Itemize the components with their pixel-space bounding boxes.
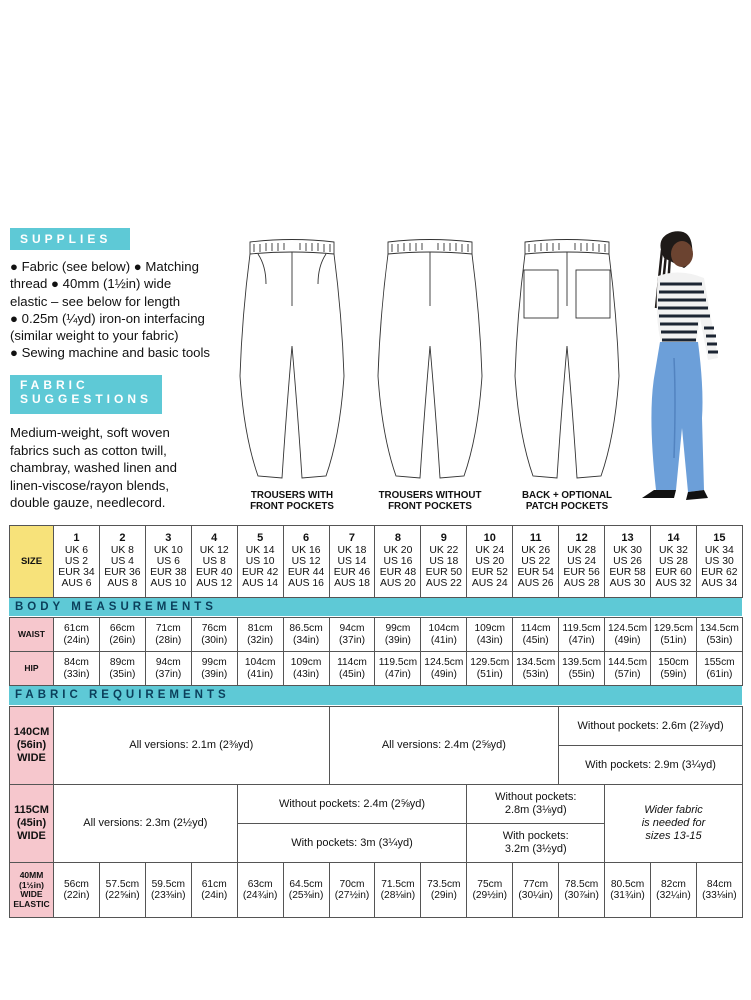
hip-in: (37in) xyxy=(155,668,182,680)
size-us: US 20 xyxy=(475,555,505,567)
size-aus: AUS 12 xyxy=(196,578,233,590)
caption-line: TROUSERS WITH xyxy=(250,490,334,501)
size-aus: AUS 34 xyxy=(701,578,738,590)
waist-cm: 86.5cm xyxy=(289,623,323,634)
w115-with-line: 3.2m (3½yd) xyxy=(504,843,567,855)
hip-cm: 139.5cm xyxy=(562,657,602,668)
w140-sizes-7-11: All versions: 2.4m (2⅝yd) xyxy=(329,707,559,785)
elastic-label xyxy=(10,863,54,918)
fabric-line: fabrics such as cotton twill, xyxy=(10,442,167,458)
size-aus: AUS 20 xyxy=(380,578,416,590)
size-number: 4 xyxy=(211,532,218,545)
size-us: US 28 xyxy=(659,555,688,567)
w115-label-line: 115CM xyxy=(14,804,49,816)
size-us: US 2 xyxy=(64,555,89,567)
elastic-cell xyxy=(283,863,329,918)
waist-in: (49in) xyxy=(614,634,641,646)
hip-cm: 99cm xyxy=(201,657,227,668)
waist-cm: 99cm xyxy=(385,623,411,634)
elastic-in: (27½in) xyxy=(334,890,370,901)
elastic-cm: 59.5cm xyxy=(151,878,186,890)
supplies-line: elastic – see below for length xyxy=(10,293,181,309)
elastic-cell xyxy=(54,863,100,918)
w140-label-line: (56in) xyxy=(16,739,47,751)
elastic-in: (31¾in) xyxy=(610,890,645,901)
size-aus: AUS 6 xyxy=(61,578,92,590)
size-aus: AUS 10 xyxy=(150,578,187,590)
size-us: US 6 xyxy=(156,555,180,567)
elastic-label-line: 40MM xyxy=(19,870,44,880)
elastic-cm: 63cm xyxy=(247,878,273,890)
hip-cell xyxy=(283,652,329,686)
elastic-cm: 57.5cm xyxy=(105,878,140,890)
elastic-cm: 73.5cm xyxy=(427,878,461,890)
size-uk: UK 30 xyxy=(613,544,642,556)
waist-cm: 109cm xyxy=(474,623,506,634)
hip-in: (55in) xyxy=(568,668,595,680)
size-eur: EUR 50 xyxy=(425,567,463,579)
hip-in: (61in) xyxy=(706,668,733,680)
size-cell xyxy=(513,526,559,598)
size-uk: UK 34 xyxy=(704,544,734,556)
hip-cm: 155cm xyxy=(704,657,735,668)
size-uk: UK 32 xyxy=(659,544,688,556)
waist-in: (28in) xyxy=(155,634,182,646)
waist-cm: 104cm xyxy=(428,623,460,634)
waist-cm: 81cm xyxy=(247,623,273,634)
size-eur: EUR 46 xyxy=(333,567,371,579)
elastic-cell xyxy=(99,863,145,918)
trousers-no-pockets-drawing xyxy=(374,236,486,486)
fabric-line: chambray, washed linen and xyxy=(10,460,177,476)
elastic-label-line: (1½in) xyxy=(18,879,45,890)
caption-line: TROUSERS WITHOUT xyxy=(378,490,482,501)
size-uk: UK 10 xyxy=(153,544,183,556)
size-cell xyxy=(237,526,283,598)
size-us: US 24 xyxy=(567,555,597,567)
waist-cell xyxy=(283,618,329,652)
fabric-line: double gauze, needlecord. xyxy=(10,495,166,511)
elastic-cm: 75cm xyxy=(477,878,503,890)
size-eur: EUR 62 xyxy=(701,567,738,579)
size-aus: AUS 30 xyxy=(609,578,646,590)
hip-label: HIP xyxy=(10,652,54,686)
waist-cell xyxy=(99,618,145,652)
size-number: 3 xyxy=(165,532,172,545)
hip-cm: 119.5cm xyxy=(378,657,418,668)
waist-cell xyxy=(54,618,100,652)
supplies-line: thread ● 40mm (1½in) wide xyxy=(10,276,172,292)
fabric-suggestions-text xyxy=(10,424,230,512)
size-uk: UK 20 xyxy=(383,544,413,556)
waist-cm: 71cm xyxy=(155,623,181,634)
w115-without-line: 2.8m (3⅛yd) xyxy=(504,804,567,816)
w115-note-line: Wider fabric xyxy=(644,804,703,816)
hip-in: (39in) xyxy=(201,668,228,680)
waist-cell xyxy=(605,618,651,652)
caption-line: PATCH POCKETS xyxy=(525,501,609,512)
size-number: 12 xyxy=(575,532,588,545)
elastic-label-line: WIDE xyxy=(20,889,43,899)
size-number: 14 xyxy=(667,532,680,545)
size-us: US 8 xyxy=(202,555,226,567)
elastic-cell xyxy=(421,863,467,918)
waist-cell xyxy=(421,618,467,652)
size-uk: UK 12 xyxy=(199,544,229,556)
trousers-back-drawing xyxy=(511,236,623,486)
size-cell xyxy=(559,526,605,598)
caption-front-pockets xyxy=(236,490,348,512)
hip-cell xyxy=(421,652,467,686)
size-uk: UK 6 xyxy=(64,544,89,556)
size-us: US 12 xyxy=(291,555,321,567)
size-number: 5 xyxy=(257,532,264,545)
size-uk: UK 26 xyxy=(521,544,551,556)
hip-in: (45in) xyxy=(338,668,366,680)
size-uk: UK 16 xyxy=(291,544,321,556)
hip-cell xyxy=(696,652,742,686)
size-eur: EUR 42 xyxy=(241,567,279,579)
fabric-heading-line: SUGGESTIONS xyxy=(20,392,153,406)
w140-label-line: 140CM xyxy=(13,726,50,738)
size-cell xyxy=(54,526,100,598)
size-number: 8 xyxy=(394,532,401,545)
elastic-cm: 64.5cm xyxy=(289,878,323,890)
hip-in: (57in) xyxy=(614,668,641,680)
waist-cm: 61cm xyxy=(64,623,89,634)
w115-sizes-13-15-note xyxy=(605,785,743,863)
elastic-cell xyxy=(467,863,513,918)
size-us: US 14 xyxy=(337,555,367,567)
waist-in: (51in) xyxy=(660,634,687,646)
hip-cell xyxy=(191,652,237,686)
hip-cell xyxy=(650,652,696,686)
waist-cm: 66cm xyxy=(109,623,135,634)
waist-in: (45in) xyxy=(522,634,549,646)
hip-in: (51in) xyxy=(476,668,503,680)
size-eur: EUR 58 xyxy=(609,567,646,579)
w115-with-line: With pockets: xyxy=(502,830,569,842)
w115-note-line: is needed for xyxy=(641,817,706,829)
size-cell xyxy=(191,526,237,598)
caption-no-pockets xyxy=(364,490,496,512)
waist-cm: 119.5cm xyxy=(562,623,601,634)
size-uk: UK 24 xyxy=(475,544,505,556)
size-eur: EUR 36 xyxy=(104,567,141,579)
elastic-cm: 61cm xyxy=(201,878,227,890)
hip-cell xyxy=(467,652,513,686)
hip-cm: 124.5cm xyxy=(424,657,464,668)
waist-in: (47in) xyxy=(568,634,595,646)
waist-cell xyxy=(145,618,191,652)
hip-cm: 94cm xyxy=(155,657,181,668)
model-photo xyxy=(634,228,726,510)
w140-label-line: WIDE xyxy=(17,752,46,764)
elastic-cm: 71.5cm xyxy=(381,878,415,890)
size-aus: AUS 26 xyxy=(517,578,554,590)
supplies-line: ● Fabric (see below) ● Matching xyxy=(10,259,199,274)
elastic-in: (32¼in) xyxy=(656,890,691,901)
size-aus: AUS 22 xyxy=(425,578,462,590)
waist-in: (43in) xyxy=(476,634,503,646)
elastic-cm: 82cm xyxy=(660,878,686,890)
elastic-cell xyxy=(237,863,283,918)
supplies-line: ● 0.25m (¼yd) iron-on interfacing xyxy=(10,310,205,326)
size-uk: UK 14 xyxy=(245,544,275,556)
waist-in: (24in) xyxy=(63,634,90,646)
size-eur: EUR 54 xyxy=(517,567,554,579)
elastic-in: (22⅝in) xyxy=(105,890,140,901)
caption-line: FRONT POCKETS xyxy=(250,501,334,512)
size-aus: AUS 28 xyxy=(563,578,600,590)
size-number: 1 xyxy=(73,532,80,545)
supplies-list xyxy=(10,258,235,362)
elastic-in: (30⅞in) xyxy=(564,890,599,901)
size-uk: UK 18 xyxy=(337,544,367,556)
supplies-line: ● Sewing machine and basic tools xyxy=(10,345,211,361)
size-us: US 4 xyxy=(110,555,134,567)
size-cell xyxy=(329,526,375,598)
size-us: US 16 xyxy=(383,555,413,567)
waist-cell xyxy=(559,618,605,652)
size-uk: UK 8 xyxy=(110,544,134,556)
waist-cm: 124.5cm xyxy=(607,623,648,634)
hip-cm: 134.5cm xyxy=(516,657,556,668)
elastic-cm: 80.5cm xyxy=(610,878,645,890)
elastic-table xyxy=(9,862,743,918)
fabric-heading-line: FABRIC xyxy=(20,378,89,392)
elastic-cell xyxy=(145,863,191,918)
w115-note-line: sizes 13-15 xyxy=(645,830,702,842)
hip-cm: 104cm xyxy=(244,657,276,668)
size-label: SIZE xyxy=(10,526,54,598)
hip-cm: 144.5cm xyxy=(607,657,648,668)
elastic-cell xyxy=(650,863,696,918)
waist-cm: 94cm xyxy=(339,623,365,634)
w115-sizes-5-9-with: With pockets: 3m (3¼yd) xyxy=(237,824,467,863)
size-cell xyxy=(283,526,329,598)
size-table xyxy=(9,525,743,598)
elastic-cm: 78.5cm xyxy=(564,878,599,890)
supplies-line: (similar weight to your fabric) xyxy=(10,328,179,344)
size-cell xyxy=(99,526,145,598)
waist-in: (26in) xyxy=(109,634,136,646)
size-cell xyxy=(605,526,651,598)
hip-cm: 89cm xyxy=(109,657,135,668)
hip-cell xyxy=(54,652,100,686)
hip-cell xyxy=(513,652,559,686)
w140-sizes-12-15-without: Without pockets: 2.6m (2⅞yd) xyxy=(559,707,743,746)
elastic-cell xyxy=(559,863,605,918)
hip-cell xyxy=(145,652,191,686)
elastic-in: (22in) xyxy=(63,890,90,901)
elastic-in: (30¼in) xyxy=(518,890,553,901)
caption-back-patch-pockets xyxy=(506,490,628,512)
hip-cm: 84cm xyxy=(64,657,89,668)
size-number: 9 xyxy=(440,532,447,545)
elastic-cell xyxy=(191,863,237,918)
hip-in: (35in) xyxy=(109,668,136,680)
size-cell xyxy=(696,526,742,598)
waist-cell xyxy=(375,618,421,652)
size-cell xyxy=(650,526,696,598)
waist-cell xyxy=(467,618,513,652)
elastic-cm: 84cm xyxy=(706,878,732,890)
size-eur: EUR 44 xyxy=(287,567,325,579)
waist-in: (34in) xyxy=(293,634,320,646)
size-number: 15 xyxy=(713,532,726,545)
w115-without-line: Without pockets: xyxy=(495,791,577,803)
waist-in: (30in) xyxy=(201,634,228,646)
hip-cell xyxy=(329,652,375,686)
fabric-line: linen-viscose/rayon blends, xyxy=(10,477,170,493)
size-eur: EUR 34 xyxy=(58,567,95,579)
elastic-cm: 56cm xyxy=(64,878,89,890)
waist-cell xyxy=(237,618,283,652)
hip-cell xyxy=(605,652,651,686)
w115-sizes-10-12-without xyxy=(467,785,605,824)
size-us: US 30 xyxy=(704,555,734,567)
waist-in: (32in) xyxy=(247,634,274,646)
hip-in: (41in) xyxy=(247,668,274,680)
size-us: US 18 xyxy=(429,555,459,567)
supplies-heading: SUPPLIES xyxy=(10,228,130,250)
hip-in: (53in) xyxy=(522,668,549,680)
waist-cm: 129.5cm xyxy=(653,623,693,634)
waist-in: (53in) xyxy=(706,634,733,646)
waist-cell xyxy=(191,618,237,652)
elastic-in: (33⅛in) xyxy=(702,890,737,901)
size-cell xyxy=(375,526,421,598)
size-eur: EUR 48 xyxy=(379,567,417,579)
elastic-in: (25⅜in) xyxy=(288,890,324,901)
size-number: 10 xyxy=(483,532,496,545)
elastic-cell xyxy=(605,863,651,918)
waist-cm: 76cm xyxy=(201,623,227,634)
waist-cell xyxy=(513,618,559,652)
size-number: 11 xyxy=(529,532,542,545)
size-aus: AUS 14 xyxy=(242,578,279,590)
size-eur: EUR 40 xyxy=(196,567,233,579)
w140-label xyxy=(10,707,54,785)
size-aus: AUS 8 xyxy=(107,578,138,590)
elastic-cell xyxy=(329,863,375,918)
hip-in: (47in) xyxy=(384,668,411,680)
w115-label-line: WIDE xyxy=(17,830,46,842)
caption-line: BACK + OPTIONAL xyxy=(521,490,613,501)
waist-in: (39in) xyxy=(384,634,411,646)
size-aus: AUS 16 xyxy=(288,578,324,590)
waist-in: (37in) xyxy=(338,634,366,646)
hip-in: (59in) xyxy=(660,668,687,680)
caption-line: FRONT POCKETS xyxy=(388,501,472,512)
body-measurements-table xyxy=(9,617,743,686)
size-cell xyxy=(421,526,467,598)
elastic-in: (24¾in) xyxy=(242,890,278,901)
hip-in: (43in) xyxy=(293,668,320,680)
size-us: US 26 xyxy=(613,555,642,567)
size-number: 13 xyxy=(621,532,634,545)
hip-in: (33in) xyxy=(63,668,90,680)
hip-cell xyxy=(99,652,145,686)
hip-cell xyxy=(237,652,283,686)
size-eur: EUR 38 xyxy=(150,567,187,579)
hip-cm: 150cm xyxy=(658,657,689,668)
w115-sizes-5-9-without: Without pockets: 2.4m (2⅝yd) xyxy=(237,785,467,824)
size-us: US 10 xyxy=(245,555,275,567)
waist-cm: 114cm xyxy=(520,623,551,634)
hip-cm: 109cm xyxy=(290,657,322,668)
size-eur: EUR 56 xyxy=(563,567,600,579)
body-measurements-heading: BODY MEASUREMENTS xyxy=(9,598,742,616)
size-uk: UK 28 xyxy=(567,544,597,556)
elastic-in: (29in) xyxy=(430,890,457,901)
w115-label-line: (45in) xyxy=(16,817,47,829)
elastic-cell xyxy=(696,863,742,918)
waist-cell xyxy=(329,618,375,652)
elastic-in: (24in) xyxy=(201,890,228,901)
size-aus: AUS 24 xyxy=(471,578,508,590)
size-eur: EUR 60 xyxy=(655,567,692,579)
waist-cell xyxy=(650,618,696,652)
waist-label: WAIST xyxy=(10,618,54,652)
elastic-cell xyxy=(375,863,421,918)
hip-cell xyxy=(559,652,605,686)
w140-sizes-1-6: All versions: 2.1m (2⅜yd) xyxy=(54,707,330,785)
hip-cm: 129.5cm xyxy=(470,657,510,668)
elastic-in: (23⅜in) xyxy=(151,890,186,901)
size-number: 2 xyxy=(119,532,126,545)
w115-label xyxy=(10,785,54,863)
size-number: 7 xyxy=(348,532,356,545)
size-eur: EUR 52 xyxy=(471,567,508,579)
w115-sizes-1-4: All versions: 2.3m (2½yd) xyxy=(54,785,238,863)
fabric-line: Medium-weight, soft woven xyxy=(10,425,170,440)
size-cell xyxy=(467,526,513,598)
waist-cm: 134.5cm xyxy=(699,623,739,634)
size-uk: UK 22 xyxy=(429,544,459,556)
waist-cell xyxy=(696,618,742,652)
size-us: US 22 xyxy=(521,555,551,567)
hip-cell xyxy=(375,652,421,686)
elastic-in: (29½in) xyxy=(472,890,508,901)
size-cell xyxy=(145,526,191,598)
hip-in: (49in) xyxy=(430,668,457,680)
elastic-cell xyxy=(513,863,559,918)
fabric-requirements-heading: FABRIC REQUIREMENTS xyxy=(9,686,742,705)
fabric-suggestions-heading xyxy=(10,375,162,414)
fabric-requirements-table xyxy=(9,706,743,863)
size-aus: AUS 32 xyxy=(655,578,692,590)
elastic-in: (28⅛in) xyxy=(380,890,416,901)
trousers-front-pockets-drawing xyxy=(236,236,348,486)
elastic-label-line: ELASTIC xyxy=(13,898,50,909)
size-number: 6 xyxy=(303,532,310,545)
elastic-cm: 77cm xyxy=(523,878,549,890)
waist-in: (41in) xyxy=(430,634,457,646)
size-aus: AUS 18 xyxy=(334,578,370,590)
hip-cm: 114cm xyxy=(337,657,367,668)
w140-sizes-12-15-with: With pockets: 2.9m (3¼yd) xyxy=(559,746,743,785)
w115-sizes-10-12-with xyxy=(467,824,605,863)
elastic-cm: 70cm xyxy=(339,878,365,890)
